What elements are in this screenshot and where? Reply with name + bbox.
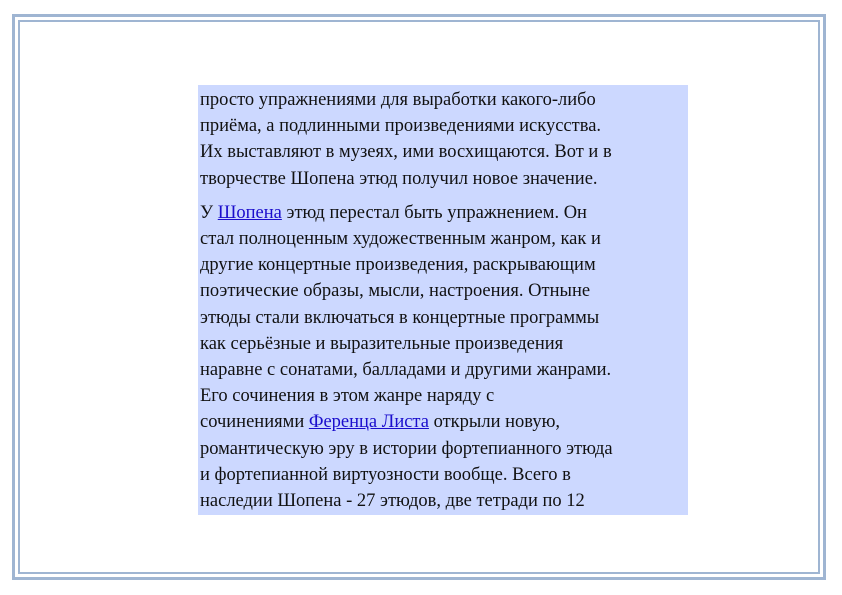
text-line: творчестве Шопена этюд получил новое значение. xyxy=(200,168,598,189)
chopin-link[interactable]: Шопена xyxy=(217,202,282,223)
text-fragment: сочинениями xyxy=(200,412,309,433)
text-line: наследии Шопена - 27 этюдов, две тетради по 12 xyxy=(200,491,585,512)
text-line: поэтические образы, мысли, настроения. Отныне xyxy=(200,281,591,302)
text-line: Их выставляют в музеях, ими восхищаются. Вот и в xyxy=(200,142,612,163)
liszt-link[interactable]: Ференца Листа xyxy=(308,412,429,433)
text-line: Его сочинения в этом жанре наряду с xyxy=(200,386,495,407)
text-line: приёма, а подлинными произведениями искусства. xyxy=(200,116,602,137)
text-line: романтическую эру в истории фортепианного этюда xyxy=(200,438,613,459)
text-line: как серьёзные и выразительные произведения xyxy=(200,333,564,354)
text-fragment: У xyxy=(200,202,218,223)
text-box xyxy=(198,85,688,515)
paragraph-2 xyxy=(200,200,688,514)
text-line xyxy=(200,409,688,435)
text-fragment: открыли новую, xyxy=(428,412,561,433)
text-line xyxy=(200,200,688,226)
paragraph-1 xyxy=(200,87,688,192)
text-fragment: этюд перестал быть упражнением. Он xyxy=(281,202,587,223)
text-line: этюды стали включаться в концертные программы xyxy=(200,307,600,328)
text-line: просто упражнениями для выработки какого-либо xyxy=(200,90,596,110)
text-line: стал полноценным художественным жанром, как и xyxy=(200,229,601,250)
text-line: наравне с сонатами, балладами и другими жанрами. xyxy=(200,360,612,381)
text-line: и фортепианной виртуозности вообще. Всего в xyxy=(200,464,571,485)
text-line: другие концертные произведения, раскрывающим xyxy=(200,255,596,276)
